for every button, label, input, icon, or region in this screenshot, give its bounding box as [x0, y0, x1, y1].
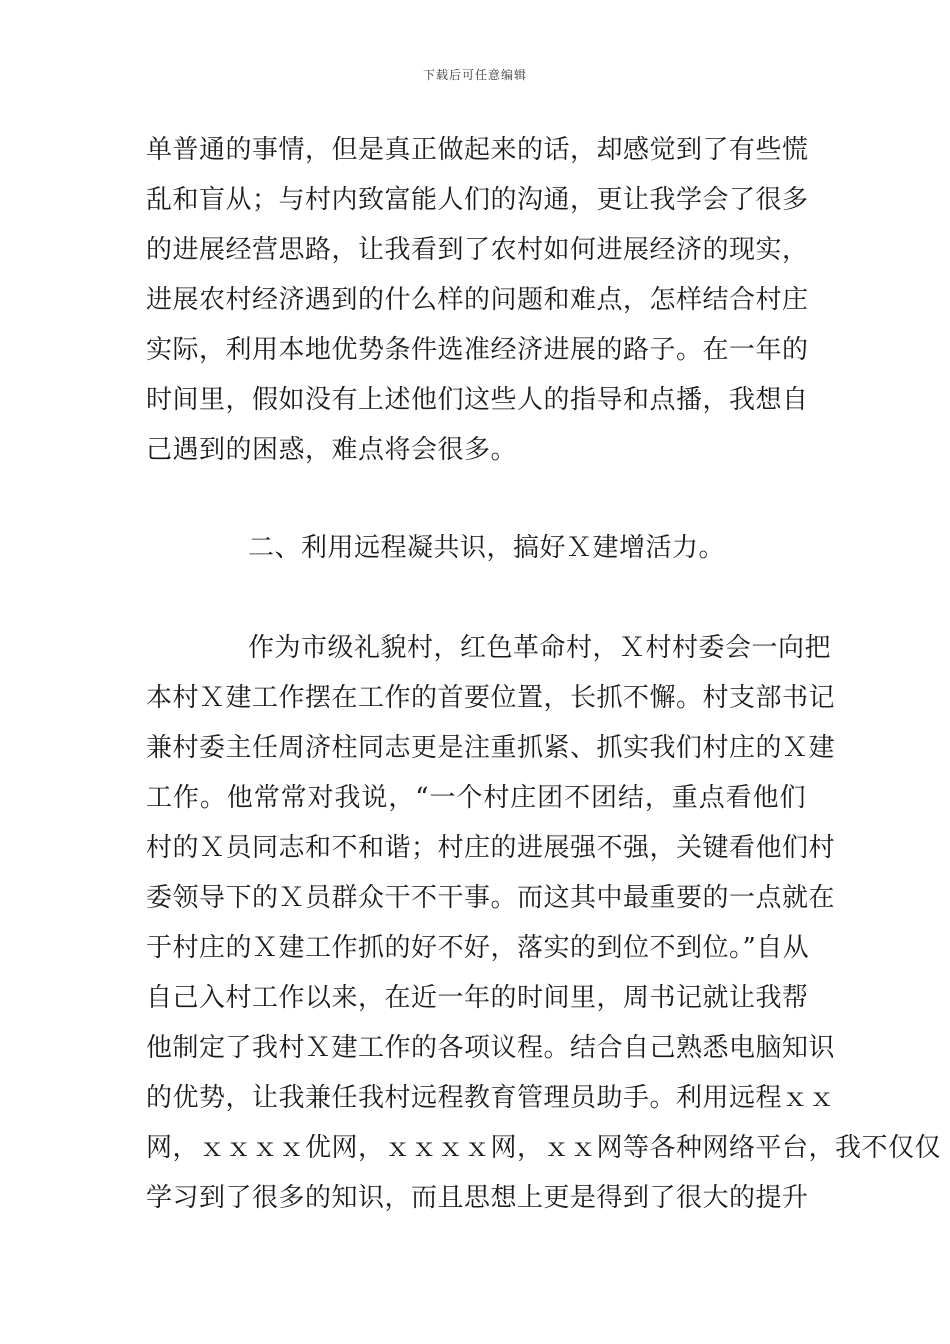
paragraph-line: 于村庄的Ｘ建工作抓的好不好，落实的到位不到位。”自从: [146, 933, 810, 963]
paragraph-line: 时间里，假如没有上述他们这些人的指导和点播，我想自: [146, 385, 809, 415]
paragraph-line: 网，ｘｘｘｘ优网，ｘｘｘｘ网，ｘｘ网等各种网络平台，我不仅仅: [146, 1133, 942, 1163]
paragraph-line: 乱和盲从；与村内致富能人们的沟通，更让我学会了很多: [146, 185, 809, 215]
page-header: 下载后可任意编辑: [422, 68, 527, 82]
section-heading: 二、利用远程凝共识，搞好Ｘ建增活力。: [248, 533, 726, 563]
paragraph-line: 作为市级礼貌村，红色革命村，Ｘ村村委会一向把: [248, 633, 832, 663]
paragraph-line: 实际，利用本地优势条件选准经济进展的路子。在一年的: [146, 335, 809, 365]
paragraph-line: 学习到了很多的知识，而且思想上更是得到了很大的提升: [146, 1183, 809, 1213]
paragraph-line: 委领导下的Ｘ员群众干不干事。而这其中最重要的一点就在: [146, 883, 836, 913]
paragraph-line: 兼村委主任周济柱同志更是注重抓紧、抓实我们村庄的Ｘ建: [146, 733, 836, 763]
paragraph-line: 单普通的事情，但是真正做起来的话，却感觉到了有些慌: [146, 135, 809, 165]
paragraph-line: 他制定了我村Ｘ建工作的各项议程。结合自己熟悉电脑知识: [146, 1033, 836, 1063]
paragraph-line: 工作。他常常对我说，“一个村庄团不团结，重点看他们: [146, 783, 806, 813]
paragraph-line: 的进展经营思路，让我看到了农村如何进展经济的现实，: [146, 235, 809, 265]
paragraph-line: 进展农村经济遇到的什么样的问题和难点，怎样结合村庄: [146, 285, 809, 315]
paragraph-line: 己遇到的困惑，难点将会很多。: [146, 435, 518, 465]
paragraph-line: 的优势，让我兼任我村远程教育管理员助手。利用远程ｘｘ: [146, 1083, 836, 1113]
paragraph-line: 村的Ｘ员同志和不和谐；村庄的进展强不强，关键看他们村: [146, 833, 836, 863]
paragraph-line: 自己入村工作以来，在近一年的时间里，周书记就让我帮: [146, 983, 809, 1013]
paragraph-line: 本村Ｘ建工作摆在工作的首要位置，长抓不懈。村支部书记: [146, 683, 836, 713]
